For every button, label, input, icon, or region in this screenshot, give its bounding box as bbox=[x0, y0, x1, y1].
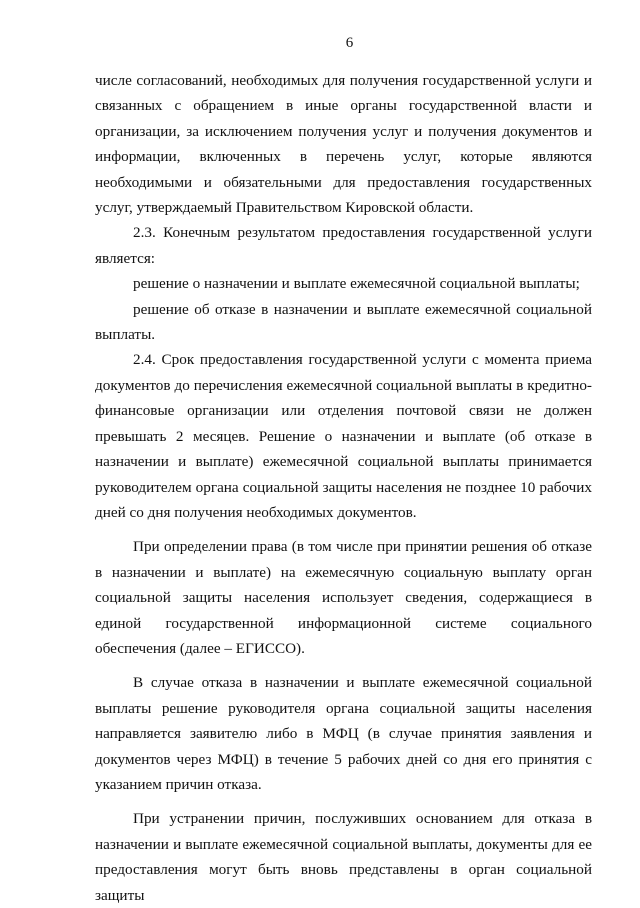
paragraph-2-3: 2.3. Конечным результатом предоставления государственной услуги является: bbox=[95, 224, 592, 267]
paragraph-refusal-notice: В случае отказа в назначении и выплате ежемесячной социальной выплаты решение руководителя органа социальной защиты населения направляется заявителю либо в МФЦ (в случае принятия заявления и документов через МФЦ) в течение 5 рабочих дней со дня его принятия с указанием причин отказа. bbox=[95, 674, 592, 793]
paragraph-result-approval: решение о назначении и выплате ежемесячной социальной выплаты; bbox=[133, 275, 580, 293]
paragraph-result-refusal: решение об отказе в назначении и выплате ежемесячной социальной выплаты. bbox=[95, 300, 592, 344]
paragraph-egisso: При определении права (в том числе при принятии решения об отказе в назначении и выплате) на ежемесячную социальную выплату орган социальной защиты населения использует сведения, содержащиеся в единой государственной информационной системе социального обеспечения (далее – ЕГИССО). bbox=[95, 538, 592, 657]
paragraph-continuation: числе согласований, необходимых для получения государственной услуги и связанных с обращением в иные органы государственной власти и организации, за исключением получения услуг и получения документов и информации, включенных в перечень услуг, которые являются необходимыми и обязательными для предоставления государственных услуг, утверждаемый Правительством Кировской области. bbox=[95, 72, 592, 217]
page-number: 6 bbox=[345, 35, 354, 51]
paragraph-resubmission: При устранении причин, послуживших основанием для отказа в назначении и выплате ежемесячной социальной выплаты, документы для ее предоставления могут быть вновь представлены в орган социальной защиты bbox=[95, 810, 592, 904]
paragraph-2-4: 2.4. Срок предоставления государственной услуги с момента приема документов до перечисления ежемесячной социальной выплаты в кредитно-финансовые организации или отделения почтовой связи не должен превышать 2 месяцев. Решение о назначении и выплате (об отказе в назначении и выплате) ежемесячной социальной выплаты принимается руководителем органа социальной защиты населения не позднее 10 рабочих дней со дня получения необходимых документов. bbox=[95, 351, 592, 521]
